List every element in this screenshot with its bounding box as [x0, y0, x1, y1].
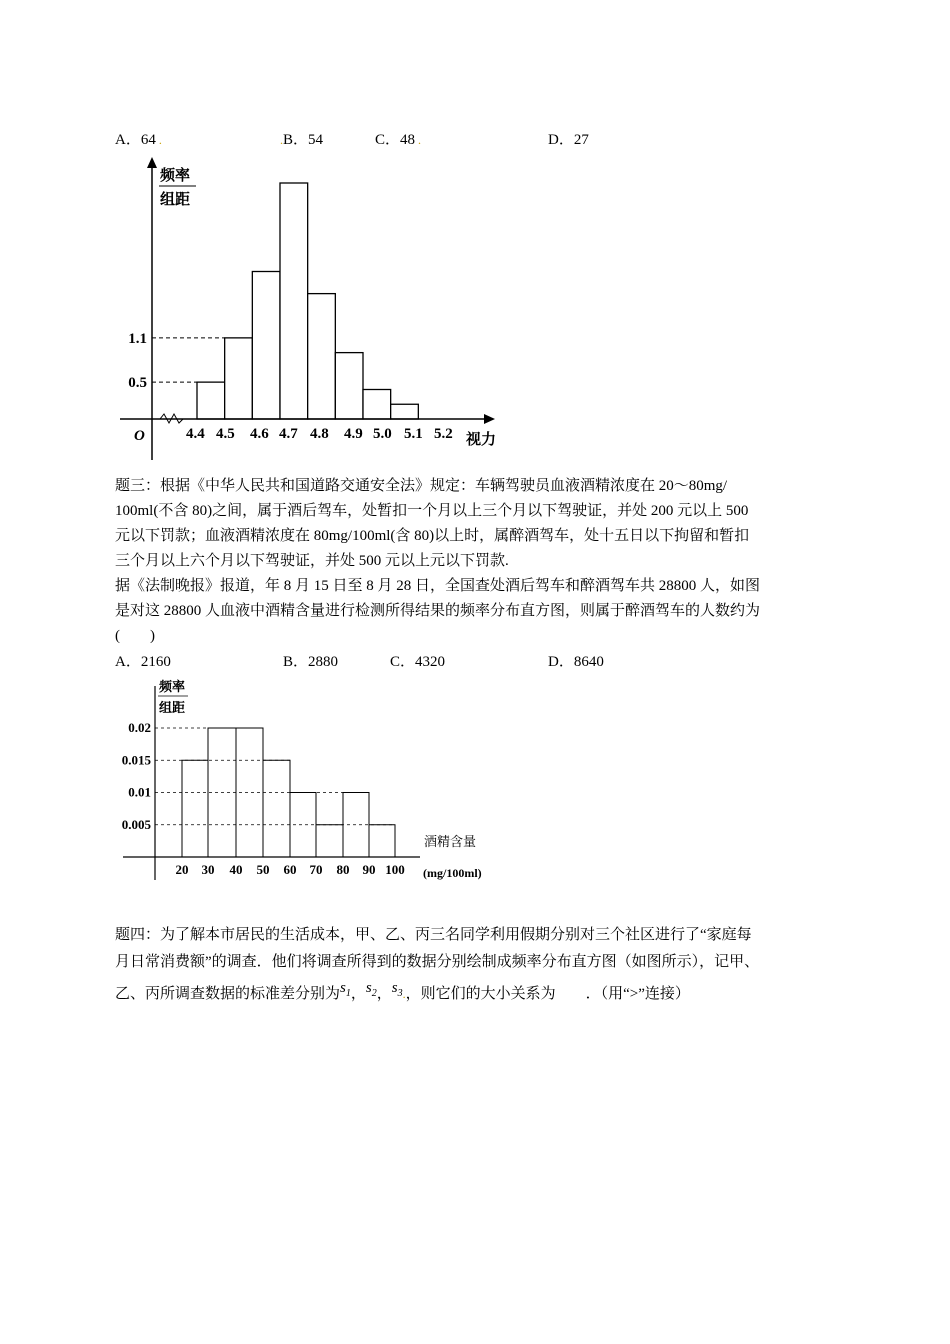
c2-xtick-3: 50	[256, 862, 270, 877]
c1-ytick-0: 0.5	[128, 375, 147, 392]
c2-xlabel: 酒精含量	[424, 834, 477, 849]
q2-option-a: A．64 .	[115, 132, 162, 148]
c1-ylabel-bottom: 组距	[160, 192, 191, 208]
s1-symbol: $s_1$	[340, 980, 351, 999]
q4-line-1: 题四：为了解本市居民的生活成本，甲、乙、丙三名同学利用假期分别对三个社区进行了“家庭每	[115, 927, 752, 943]
c2-xtick-7: 90	[362, 862, 376, 877]
c2-ylabel-top: 频率	[159, 679, 186, 694]
c2-ylabel-bottom: 组距	[159, 700, 186, 715]
c1-xtick-6: 5.0	[373, 426, 392, 442]
c1-ytick-1: 1.1	[128, 330, 147, 347]
q3-option-d: D．8640	[548, 654, 604, 670]
c2-xtick-0: 20	[175, 862, 189, 877]
c1-xtick-1: 4.5	[216, 426, 235, 442]
c2-bar-5	[316, 825, 343, 857]
s2-symbol: $s_2$	[365, 980, 377, 999]
q4-line-3-end: ，则它们的大小关系为 ．（用“>”连接）	[405, 986, 690, 1002]
c2-bar-0	[182, 760, 208, 857]
q3-option-c: C．4320	[390, 654, 446, 670]
c1-xtick-5: 4.9	[344, 426, 363, 442]
c1-xtick-3: 4.7	[279, 426, 298, 442]
c1-xlabel: 视力	[466, 432, 497, 448]
q3-line-3: 元以下罚款；血液酒精浓度在 80mg/100ml(含 80)以上时，属醉酒驾车，处十五日以下拘留和暂扣	[115, 528, 750, 544]
q3-line-2: 100ml(不含 80)之间，属于酒后驾车，处暂扣一个月以上三个月以下驾驶证，并处 200 元以上 500	[115, 503, 749, 519]
q3-line-5: 据《法制晚报》报道，年 8 月 15 日至 8 月 28 日，全国查处酒后驾车和醉酒驾车共 28800 人，如图	[115, 578, 761, 594]
c2-bar-7	[369, 825, 395, 857]
c2-xtick-6: 80	[336, 862, 350, 877]
q3-option-b: B．2880	[283, 654, 339, 670]
c2-xtick-1: 30	[201, 862, 215, 877]
c1-origin: O	[134, 428, 145, 444]
c1-ylabel-top: 频率	[160, 168, 191, 184]
c2-bar-3	[263, 760, 290, 857]
q2-option-d: D．27	[548, 132, 589, 148]
q2-option-b: .B．54	[280, 132, 324, 148]
c2-xunit: (mg/100ml)	[423, 866, 482, 880]
q2-option-c: C．48 .	[375, 132, 422, 148]
c2-ytick-0: 0.005	[121, 816, 151, 832]
c2-xtick-5: 70	[309, 862, 323, 877]
c2-ytick-1: 0.01	[128, 784, 151, 800]
c2-xtick-8: 100	[385, 862, 405, 877]
q4-line-2: 月日常消费额”的调查．他们将调查所得到的数据分别绘制成频率分布直方图（如图所示），记甲、	[115, 954, 760, 970]
s3-symbol: $s_3$	[391, 980, 403, 999]
c1-xtick-0: 4.4	[186, 426, 205, 442]
c2-xtick-2: 40	[229, 862, 243, 877]
q3-option-a: A．2160	[115, 654, 171, 670]
c2-ytick-2: 0.015	[121, 752, 151, 768]
q3-line-1: 题三：根据《中华人民共和国道路交通安全法》规定：车辆驾驶员血液酒精浓度在 20～80mg/	[115, 478, 728, 494]
c1-xtick-8: 5.2	[434, 426, 453, 442]
c1-xtick-7: 5.1	[404, 426, 423, 442]
c2-ytick-3: 0.02	[128, 720, 151, 735]
c1-xtick-2: 4.6	[250, 426, 269, 442]
q4-line-3-start: 乙、丙所调查数据的标准差分别为	[115, 986, 341, 1002]
q3-line-7: ( )	[115, 628, 155, 644]
q3-line-4: 三个月以上六个月以下驾驶证，并处 500 元以上元以下罚款.	[115, 553, 509, 569]
q4-line-3: 乙、丙所调查数据的标准差分别为$s_1$，$s_2$，$s_3$.，则它们的大小关系为 ．（用“>”连接）	[115, 980, 690, 1002]
c2-xtick-4: 60	[283, 862, 297, 877]
q3-line-6: 是对这 28800 人血液中酒精含量进行检测所得结果的频率分布直方图，则属于醉酒驾车的人数约为	[115, 603, 761, 619]
c1-xtick-4: 4.8	[310, 426, 329, 442]
